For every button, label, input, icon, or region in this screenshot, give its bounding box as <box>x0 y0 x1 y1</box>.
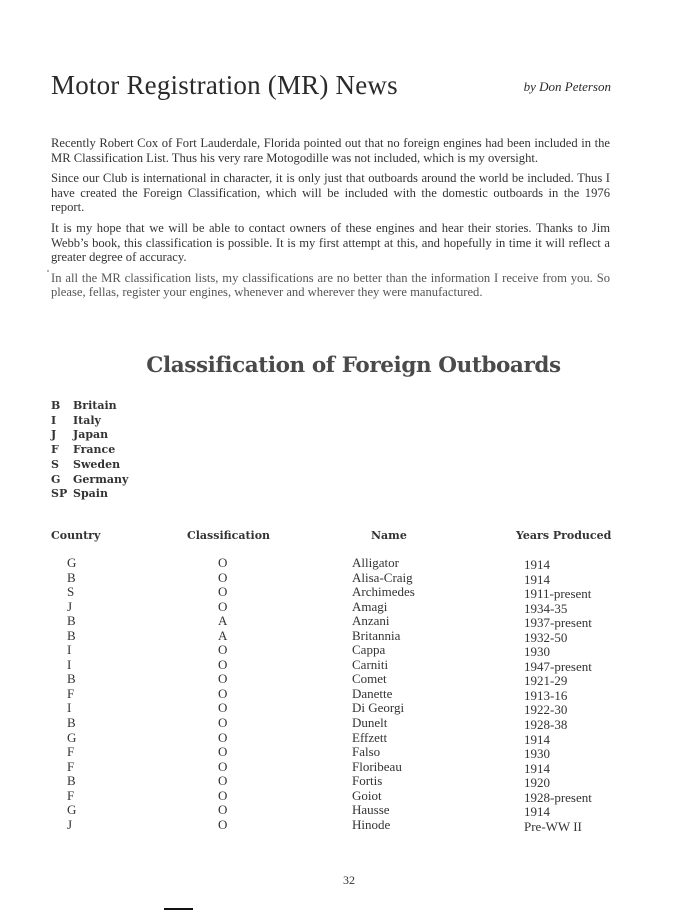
table-row <box>0 643 695 658</box>
cell-years: 1928-38 <box>524 717 568 733</box>
cell-name: Alligator <box>352 555 399 570</box>
table-row <box>0 774 695 789</box>
cell-years: 1914 <box>524 571 550 587</box>
cell-country: B <box>67 569 76 585</box>
table-row <box>0 658 695 673</box>
cell-classification: O <box>218 569 228 585</box>
cell-name: Falso <box>352 744 381 760</box>
cell-classification: O <box>218 773 228 789</box>
cell-name: Danette <box>352 685 393 701</box>
table-row <box>0 789 695 804</box>
cell-classification: O <box>218 802 228 818</box>
cell-classification: O <box>218 584 228 600</box>
table-row <box>0 716 695 731</box>
section-title: Classification of Foreign Outboards <box>146 353 561 378</box>
cell-years: 1947-present <box>524 658 592 674</box>
paragraph: Since our Club is international in character, it is only just that outboards around the world be included. Thus I have created the Foreign Classification, which will be included with the domestic outboards in the 1976 report. <box>51 171 610 215</box>
cell-country: G <box>67 555 77 570</box>
cell-country: G <box>67 802 77 818</box>
cell-classification: O <box>218 598 228 614</box>
table-header <box>0 529 695 545</box>
article-title: Motor Registration (MR) News <box>51 70 398 100</box>
table-row <box>0 672 695 687</box>
cell-name: Dunelt <box>352 715 388 731</box>
legend-country: Italy <box>73 413 101 427</box>
table-row <box>0 687 695 702</box>
cell-years: 1934-35 <box>524 600 568 616</box>
table-row <box>0 585 695 600</box>
table-row <box>0 745 695 760</box>
cell-years: 1937-present <box>524 615 592 631</box>
cell-name: Carniti <box>352 656 389 672</box>
cell-years: 1911-present <box>524 586 592 602</box>
legend-row <box>51 487 128 502</box>
legend-country: Britain <box>73 399 117 412</box>
cell-years: 1922-30 <box>524 702 568 718</box>
print-speck <box>47 270 49 272</box>
table-row <box>0 614 695 629</box>
paragraph: In all the MR classification lists, my classifications are no better than the information I receive from you. So please, fellas, register your engines, whenever and wherever they were manufactured. <box>51 270 610 300</box>
cell-years: 1932-50 <box>524 629 568 645</box>
cell-name: Di Georgi <box>352 700 405 716</box>
cell-years: 1913-16 <box>524 687 568 703</box>
cell-years: 1920 <box>524 775 550 791</box>
legend-country: Spain <box>73 487 108 501</box>
outboards-table <box>0 556 695 832</box>
cell-name: Effzett <box>352 729 388 745</box>
cell-classification: O <box>218 671 228 687</box>
cell-years: 1930 <box>524 746 550 762</box>
legend-country: Germany <box>73 472 129 486</box>
table-row <box>0 803 695 818</box>
cell-classification: O <box>218 685 228 701</box>
cell-country: I <box>67 700 72 716</box>
cell-country: J <box>67 816 73 832</box>
article-body <box>51 136 610 306</box>
cell-name: Hausse <box>352 802 390 818</box>
table-row <box>0 600 695 615</box>
table-row <box>0 760 695 775</box>
legend-code: SP <box>51 487 68 501</box>
cell-country: B <box>67 715 76 731</box>
table-row <box>0 571 695 586</box>
cell-name: Fortis <box>352 773 383 789</box>
legend-code: S <box>51 457 59 471</box>
cell-country: F <box>67 685 75 701</box>
legend-row <box>51 473 128 488</box>
cell-country: G <box>67 729 77 745</box>
legend-country: Japan <box>73 428 109 442</box>
legend-country: France <box>73 443 116 457</box>
table-row <box>0 556 695 571</box>
cell-name: Comet <box>352 671 387 687</box>
article-header <box>51 68 611 104</box>
cell-years: 1914 <box>524 731 550 747</box>
column-header-name: Name <box>371 529 407 542</box>
cell-classification: A <box>218 613 228 629</box>
legend-code: G <box>51 472 61 486</box>
cell-country: F <box>67 787 75 803</box>
country-legend <box>51 399 128 502</box>
paragraph: Recently Robert Cox of Fort Lauderdale, Florida pointed out that no foreign engines had been included in the MR Classification List. Thus his very rare Motogodille was not included, which is my oversight. <box>51 136 610 165</box>
cell-country: S <box>67 584 75 600</box>
cell-name: Hinode <box>352 816 391 832</box>
legend-row <box>51 443 128 458</box>
legend-row <box>51 414 128 429</box>
article-byline: by Don Peterson <box>523 79 611 94</box>
cell-years: Pre-WW II <box>524 818 582 834</box>
cell-years: 1914 <box>524 804 550 820</box>
legend-country: Sweden <box>73 457 121 471</box>
cell-name: Alisa-Craig <box>352 569 413 585</box>
legend-row <box>51 399 128 414</box>
cell-country: F <box>67 744 75 760</box>
legend-code: J <box>51 428 57 442</box>
legend-code: F <box>51 443 59 457</box>
cell-name: Floribeau <box>352 758 402 774</box>
column-header-classification: Classification <box>187 529 271 542</box>
cell-years: 1921-29 <box>524 673 568 689</box>
legend-row <box>51 428 128 443</box>
cell-years: 1914 <box>524 760 550 776</box>
column-header-years: Years Produced <box>516 529 612 542</box>
legend-row <box>51 458 128 473</box>
cell-classification: O <box>218 787 228 803</box>
cell-classification: O <box>218 555 228 570</box>
cell-years: 1930 <box>524 644 550 660</box>
cell-name: Cappa <box>352 642 386 658</box>
cell-years: 1914 <box>524 557 550 572</box>
cell-country: B <box>67 627 76 643</box>
table-row <box>0 731 695 746</box>
cell-country: J <box>67 598 73 614</box>
cell-country: B <box>67 671 76 687</box>
cell-years: 1928-present <box>524 789 592 805</box>
cell-country: F <box>67 758 75 774</box>
legend-code: I <box>51 413 57 427</box>
table-row <box>0 629 695 644</box>
cell-name: Anzani <box>352 613 390 629</box>
cell-country: B <box>67 613 76 629</box>
cell-classification: O <box>218 744 228 760</box>
cell-classification: A <box>218 627 228 643</box>
page-number: 32 <box>343 873 355 887</box>
legend-code: B <box>51 399 61 412</box>
cell-country: I <box>67 642 72 658</box>
cell-name: Archimedes <box>352 584 415 600</box>
cell-country: B <box>67 773 76 789</box>
cell-classification: O <box>218 642 228 658</box>
cell-name: Britannia <box>352 627 401 643</box>
cell-country: I <box>67 656 72 672</box>
footer-rule <box>164 908 193 910</box>
column-header-country: Country <box>51 529 101 542</box>
table-row <box>0 701 695 716</box>
paragraph: It is my hope that we will be able to contact owners of these engines and hear their stories. Thanks to Jim Webb’s book, this classification is possible. It is my first attempt at this, and hopefully in time it will reflect a greater degree of accuracy. <box>51 220 610 265</box>
cell-classification: O <box>218 715 228 731</box>
cell-classification: O <box>218 700 228 716</box>
cell-classification: O <box>218 729 228 745</box>
cell-name: Goiot <box>352 787 382 803</box>
cell-name: Amagi <box>352 598 388 614</box>
cell-classification: O <box>218 656 228 672</box>
cell-classification: O <box>218 816 228 832</box>
cell-classification: O <box>218 758 228 774</box>
table-row <box>0 818 695 833</box>
